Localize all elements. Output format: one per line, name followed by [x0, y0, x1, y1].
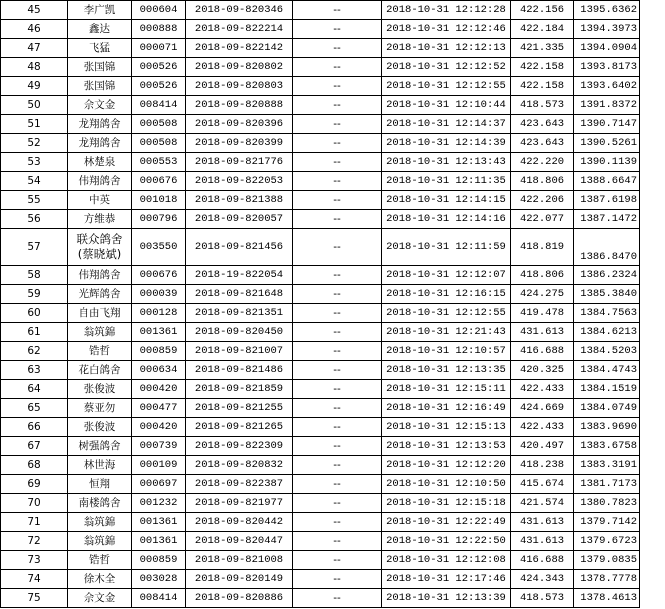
speed-cell: 1387.6198: [574, 191, 640, 210]
member-code-cell: 001361: [132, 513, 186, 532]
member-code-cell: 000039: [132, 285, 186, 304]
member-code-cell: 000697: [132, 475, 186, 494]
arrival-time-cell: 2018-10-31 12:12:55: [382, 77, 511, 96]
member-code-cell: 000508: [132, 134, 186, 153]
placeholder-cell: --: [293, 20, 382, 39]
ring-number-cell: 2018-09-820802: [186, 58, 293, 77]
table-row: [1, 494, 640, 513]
placeholder-cell: --: [293, 58, 382, 77]
distance-cell: 416.688: [511, 551, 574, 570]
placeholder-cell: --: [293, 361, 382, 380]
member-code-cell: 001018: [132, 191, 186, 210]
table-row: [1, 551, 640, 570]
arrival-time-cell: 2018-10-31 12:10:44: [382, 96, 511, 115]
speed-cell: 1393.8173: [574, 58, 640, 77]
rank-cell: 61: [1, 323, 68, 342]
table-row: [1, 418, 640, 437]
member-code-cell: 000420: [132, 380, 186, 399]
arrival-time-cell: 2018-10-31 12:11:35: [382, 172, 511, 191]
rank-cell: 70: [1, 494, 68, 513]
table-row: [1, 134, 640, 153]
ring-number-cell: 2018-09-821648: [186, 285, 293, 304]
member-code-cell: 003550: [132, 229, 186, 266]
fancier-name-cell: 方维恭: [68, 210, 132, 229]
rank-cell: 49: [1, 77, 68, 96]
placeholder-cell: --: [293, 210, 382, 229]
placeholder-cell: --: [293, 380, 382, 399]
rank-cell: 71: [1, 513, 68, 532]
member-code-cell: 000634: [132, 361, 186, 380]
member-code-cell: 000553: [132, 153, 186, 172]
speed-cell: 1383.6758: [574, 437, 640, 456]
arrival-time-cell: 2018-10-31 12:13:39: [382, 589, 511, 608]
placeholder-cell: --: [293, 342, 382, 361]
speed-cell: 1383.9690: [574, 418, 640, 437]
ring-number-cell: 2018-09-821008: [186, 551, 293, 570]
arrival-time-cell: 2018-10-31 12:10:57: [382, 342, 511, 361]
distance-cell: 418.806: [511, 172, 574, 191]
fancier-name-cell: 树强鸽舍: [68, 437, 132, 456]
placeholder-cell: --: [293, 134, 382, 153]
table-row: [1, 570, 640, 589]
table-row: [1, 513, 640, 532]
fancier-name-cell: 南楼鸽舍: [68, 494, 132, 513]
fancier-name-cell: 徐木全: [68, 570, 132, 589]
results-table-body: [1, 1, 640, 608]
fancier-name-cell: 龙翔鸽舍: [68, 115, 132, 134]
placeholder-cell: --: [293, 115, 382, 134]
ring-number-cell: 2018-09-820149: [186, 570, 293, 589]
placeholder-cell: --: [293, 513, 382, 532]
distance-cell: 423.643: [511, 115, 574, 134]
speed-cell: 1390.1139: [574, 153, 640, 172]
fancier-name-cell: 蔡亚勿: [68, 399, 132, 418]
placeholder-cell: --: [293, 323, 382, 342]
arrival-time-cell: 2018-10-31 12:12:52: [382, 58, 511, 77]
ring-number-cell: 2018-09-820450: [186, 323, 293, 342]
distance-cell: 418.238: [511, 456, 574, 475]
ring-number-cell: 2018-09-820886: [186, 589, 293, 608]
placeholder-cell: --: [293, 570, 382, 589]
arrival-time-cell: 2018-10-31 12:13:53: [382, 437, 511, 456]
distance-cell: 416.688: [511, 342, 574, 361]
ring-number-cell: 2018-09-822214: [186, 20, 293, 39]
arrival-time-cell: 2018-10-31 12:12:55: [382, 304, 511, 323]
rank-cell: 53: [1, 153, 68, 172]
rank-cell: 64: [1, 380, 68, 399]
distance-cell: 424.669: [511, 399, 574, 418]
arrival-time-cell: 2018-10-31 12:21:43: [382, 323, 511, 342]
member-code-cell: 000739: [132, 437, 186, 456]
distance-cell: 422.156: [511, 1, 574, 20]
arrival-time-cell: 2018-10-31 12:13:35: [382, 361, 511, 380]
fancier-name-cell: 翁筑錦: [68, 513, 132, 532]
member-code-cell: 001232: [132, 494, 186, 513]
distance-cell: 422.220: [511, 153, 574, 172]
arrival-time-cell: 2018-10-31 12:16:15: [382, 285, 511, 304]
placeholder-cell: --: [293, 153, 382, 172]
arrival-time-cell: 2018-10-31 12:22:50: [382, 532, 511, 551]
fancier-name-cell: 林世海: [68, 456, 132, 475]
member-code-cell: 000508: [132, 115, 186, 134]
ring-number-cell: 2018-09-821351: [186, 304, 293, 323]
speed-cell: 1381.7173: [574, 475, 640, 494]
table-row: [1, 304, 640, 323]
placeholder-cell: --: [293, 456, 382, 475]
placeholder-cell: --: [293, 494, 382, 513]
member-code-cell: 000859: [132, 551, 186, 570]
member-code-cell: 000676: [132, 172, 186, 191]
distance-cell: 421.574: [511, 494, 574, 513]
speed-cell: 1380.7823: [574, 494, 640, 513]
speed-cell: 1379.6723: [574, 532, 640, 551]
table-row: [1, 266, 640, 285]
placeholder-cell: --: [293, 589, 382, 608]
arrival-time-cell: 2018-10-31 12:10:50: [382, 475, 511, 494]
distance-cell: 420.497: [511, 437, 574, 456]
speed-cell: 1390.7147: [574, 115, 640, 134]
distance-cell: 424.275: [511, 285, 574, 304]
rank-cell: 57: [1, 229, 68, 266]
distance-cell: 418.819: [511, 229, 574, 266]
ring-number-cell: 2018-09-820057: [186, 210, 293, 229]
placeholder-cell: --: [293, 437, 382, 456]
member-code-cell: 000109: [132, 456, 186, 475]
speed-cell: 1388.6647: [574, 172, 640, 191]
speed-cell: 1379.7142: [574, 513, 640, 532]
arrival-time-cell: 2018-10-31 12:12:46: [382, 20, 511, 39]
member-code-cell: 000676: [132, 266, 186, 285]
distance-cell: 419.478: [511, 304, 574, 323]
rank-cell: 54: [1, 172, 68, 191]
member-code-cell: 000859: [132, 342, 186, 361]
table-row: [1, 191, 640, 210]
ring-number-cell: 2018-09-820888: [186, 96, 293, 115]
fancier-name-cell: 翁筑錦: [68, 532, 132, 551]
distance-cell: 424.343: [511, 570, 574, 589]
member-code-cell: 001361: [132, 532, 186, 551]
speed-cell: 1383.3191: [574, 456, 640, 475]
fancier-name-cell: 恒翔: [68, 475, 132, 494]
speed-cell: 1384.6213: [574, 323, 640, 342]
placeholder-cell: --: [293, 172, 382, 191]
table-row: [1, 361, 640, 380]
distance-cell: 421.335: [511, 39, 574, 58]
distance-cell: 422.158: [511, 77, 574, 96]
member-code-cell: 008414: [132, 589, 186, 608]
rank-cell: 59: [1, 285, 68, 304]
arrival-time-cell: 2018-10-31 12:15:18: [382, 494, 511, 513]
arrival-time-cell: 2018-10-31 12:12:20: [382, 456, 511, 475]
arrival-time-cell: 2018-10-31 12:14:39: [382, 134, 511, 153]
ring-number-cell: 2018-09-820396: [186, 115, 293, 134]
fancier-name-cell: 锆哲: [68, 342, 132, 361]
arrival-time-cell: 2018-10-31 12:14:16: [382, 210, 511, 229]
table-row: [1, 39, 640, 58]
table-row: [1, 77, 640, 96]
table-row: [1, 58, 640, 77]
member-code-cell: 000128: [132, 304, 186, 323]
ring-number-cell: 2018-09-820803: [186, 77, 293, 96]
member-code-cell: 008414: [132, 96, 186, 115]
speed-cell: 1384.1519: [574, 380, 640, 399]
fancier-name-cell: 张俊波: [68, 380, 132, 399]
arrival-time-cell: 2018-10-31 12:12:28: [382, 1, 511, 20]
member-code-cell: 000420: [132, 418, 186, 437]
placeholder-cell: --: [293, 191, 382, 210]
speed-cell: 1395.6362: [574, 1, 640, 20]
member-code-cell: 000071: [132, 39, 186, 58]
rank-cell: 55: [1, 191, 68, 210]
distance-cell: 431.613: [511, 513, 574, 532]
arrival-time-cell: 2018-10-31 12:13:43: [382, 153, 511, 172]
speed-cell: 1384.0749: [574, 399, 640, 418]
ring-number-cell: 2018-09-822309: [186, 437, 293, 456]
rank-cell: 75: [1, 589, 68, 608]
ring-number-cell: 2018-09-822142: [186, 39, 293, 58]
arrival-time-cell: 2018-10-31 12:15:11: [382, 380, 511, 399]
ring-number-cell: 2018-09-821255: [186, 399, 293, 418]
ring-number-cell: 2018-09-821388: [186, 191, 293, 210]
fancier-name-cell: 龙翔鸽舍: [68, 134, 132, 153]
speed-cell: 1390.5261: [574, 134, 640, 153]
fancier-name-cell: 鑫达: [68, 20, 132, 39]
member-code-cell: 001361: [132, 323, 186, 342]
rank-cell: 47: [1, 39, 68, 58]
rank-cell: 62: [1, 342, 68, 361]
table-row: [1, 96, 640, 115]
ring-number-cell: 2018-09-821977: [186, 494, 293, 513]
distance-cell: 431.613: [511, 532, 574, 551]
table-row: [1, 437, 640, 456]
fancier-name-cell: 张国锦: [68, 58, 132, 77]
rank-cell: 73: [1, 551, 68, 570]
table-row: [1, 323, 640, 342]
ring-number-cell: 2018-09-820399: [186, 134, 293, 153]
arrival-time-cell: 2018-10-31 12:14:37: [382, 115, 511, 134]
distance-cell: 420.325: [511, 361, 574, 380]
placeholder-cell: --: [293, 532, 382, 551]
fancier-name-cell: 联众鸽舍(蔡晓斌): [68, 229, 132, 266]
fancier-name-cell: 佘文金: [68, 589, 132, 608]
speed-cell: 1394.3973: [574, 20, 640, 39]
distance-cell: 422.206: [511, 191, 574, 210]
ring-number-cell: 2018-09-821265: [186, 418, 293, 437]
rank-cell: 66: [1, 418, 68, 437]
rank-cell: 63: [1, 361, 68, 380]
ring-number-cell: 2018-09-820346: [186, 1, 293, 20]
arrival-time-cell: 2018-10-31 12:15:13: [382, 418, 511, 437]
ring-number-cell: 2018-09-822053: [186, 172, 293, 191]
member-code-cell: 000604: [132, 1, 186, 20]
arrival-time-cell: 2018-10-31 12:11:59: [382, 229, 511, 266]
table-row: [1, 1, 640, 20]
distance-cell: 423.643: [511, 134, 574, 153]
distance-cell: 422.077: [511, 210, 574, 229]
fancier-name-cell: 中英: [68, 191, 132, 210]
speed-cell: 1384.7563: [574, 304, 640, 323]
fancier-name-cell: 林楚泉: [68, 153, 132, 172]
rank-cell: 68: [1, 456, 68, 475]
distance-cell: 422.433: [511, 418, 574, 437]
arrival-time-cell: 2018-10-31 12:14:15: [382, 191, 511, 210]
ring-number-cell: 2018-09-821007: [186, 342, 293, 361]
distance-cell: 422.184: [511, 20, 574, 39]
member-code-cell: 000796: [132, 210, 186, 229]
ring-number-cell: 2018-09-822387: [186, 475, 293, 494]
fancier-name-cell: 飞猛: [68, 39, 132, 58]
placeholder-cell: --: [293, 39, 382, 58]
speed-cell: 1378.7778: [574, 570, 640, 589]
table-row: [1, 399, 640, 418]
table-row: [1, 229, 640, 266]
member-code-cell: 000526: [132, 77, 186, 96]
ring-number-cell: 2018-09-820442: [186, 513, 293, 532]
placeholder-cell: --: [293, 399, 382, 418]
arrival-time-cell: 2018-10-31 12:22:49: [382, 513, 511, 532]
table-row: [1, 475, 640, 494]
rank-cell: 45: [1, 1, 68, 20]
table-row: [1, 380, 640, 399]
table-row: [1, 153, 640, 172]
fancier-name-cell: 花白鸽舍: [68, 361, 132, 380]
table-row: [1, 210, 640, 229]
rank-cell: 65: [1, 399, 68, 418]
table-row: [1, 589, 640, 608]
ring-number-cell: 2018-09-821776: [186, 153, 293, 172]
fancier-name-cell: 李广凯: [68, 1, 132, 20]
speed-cell: 1384.5203: [574, 342, 640, 361]
arrival-time-cell: 2018-10-31 12:12:13: [382, 39, 511, 58]
table-row: [1, 456, 640, 475]
distance-cell: 415.674: [511, 475, 574, 494]
table-row: [1, 342, 640, 361]
speed-cell: 1393.6402: [574, 77, 640, 96]
speed-cell: 1387.1472: [574, 210, 640, 229]
arrival-time-cell: 2018-10-31 12:17:46: [382, 570, 511, 589]
member-code-cell: 003028: [132, 570, 186, 589]
table-row: [1, 115, 640, 134]
speed-cell: 1386.8470: [574, 229, 640, 266]
fancier-name-cell: 张国锦: [68, 77, 132, 96]
fancier-name-cell: 自由飞翔: [68, 304, 132, 323]
ring-number-cell: 2018-09-820832: [186, 456, 293, 475]
rank-cell: 72: [1, 532, 68, 551]
rank-cell: 51: [1, 115, 68, 134]
table-row: [1, 532, 640, 551]
ring-number-cell: 2018-09-821486: [186, 361, 293, 380]
rank-cell: 50: [1, 96, 68, 115]
arrival-time-cell: 2018-10-31 12:12:08: [382, 551, 511, 570]
distance-cell: 422.433: [511, 380, 574, 399]
placeholder-cell: --: [293, 475, 382, 494]
speed-cell: 1378.4613: [574, 589, 640, 608]
fancier-name-cell: 锆哲: [68, 551, 132, 570]
placeholder-cell: --: [293, 551, 382, 570]
speed-cell: 1385.3840: [574, 285, 640, 304]
ring-number-cell: 2018-09-821859: [186, 380, 293, 399]
member-code-cell: 000526: [132, 58, 186, 77]
placeholder-cell: --: [293, 229, 382, 266]
speed-cell: 1384.4743: [574, 361, 640, 380]
rank-cell: 58: [1, 266, 68, 285]
fancier-name-cell: 张俊波: [68, 418, 132, 437]
arrival-time-cell: 2018-10-31 12:16:49: [382, 399, 511, 418]
speed-cell: 1391.8372: [574, 96, 640, 115]
fancier-name-cell: 伟翔鸽舍: [68, 266, 132, 285]
distance-cell: 418.573: [511, 589, 574, 608]
fancier-name-cell: 光辉鸽舍: [68, 285, 132, 304]
placeholder-cell: --: [293, 77, 382, 96]
fancier-name-cell: 翁筑錦: [68, 323, 132, 342]
rank-cell: 67: [1, 437, 68, 456]
rank-cell: 46: [1, 20, 68, 39]
placeholder-cell: --: [293, 418, 382, 437]
placeholder-cell: --: [293, 266, 382, 285]
distance-cell: 431.613: [511, 323, 574, 342]
speed-cell: 1386.2324: [574, 266, 640, 285]
table-row: [1, 285, 640, 304]
member-code-cell: 000888: [132, 20, 186, 39]
distance-cell: 418.573: [511, 96, 574, 115]
rank-cell: 60: [1, 304, 68, 323]
fancier-name-cell: 佘文金: [68, 96, 132, 115]
table-row: [1, 20, 640, 39]
rank-cell: 74: [1, 570, 68, 589]
distance-cell: 422.158: [511, 58, 574, 77]
ring-number-cell: 2018-09-820447: [186, 532, 293, 551]
ring-number-cell: 2018-19-822054: [186, 266, 293, 285]
ring-number-cell: 2018-09-821456: [186, 229, 293, 266]
fancier-name-cell: 伟翔鸽舍: [68, 172, 132, 191]
rank-cell: 69: [1, 475, 68, 494]
distance-cell: 418.806: [511, 266, 574, 285]
placeholder-cell: --: [293, 304, 382, 323]
table-row: [1, 172, 640, 191]
rank-cell: 56: [1, 210, 68, 229]
placeholder-cell: --: [293, 285, 382, 304]
placeholder-cell: --: [293, 96, 382, 115]
speed-cell: 1394.0904: [574, 39, 640, 58]
rank-cell: 48: [1, 58, 68, 77]
rank-cell: 52: [1, 134, 68, 153]
member-code-cell: 000477: [132, 399, 186, 418]
placeholder-cell: --: [293, 1, 382, 20]
speed-cell: 1379.0835: [574, 551, 640, 570]
arrival-time-cell: 2018-10-31 12:12:07: [382, 266, 511, 285]
